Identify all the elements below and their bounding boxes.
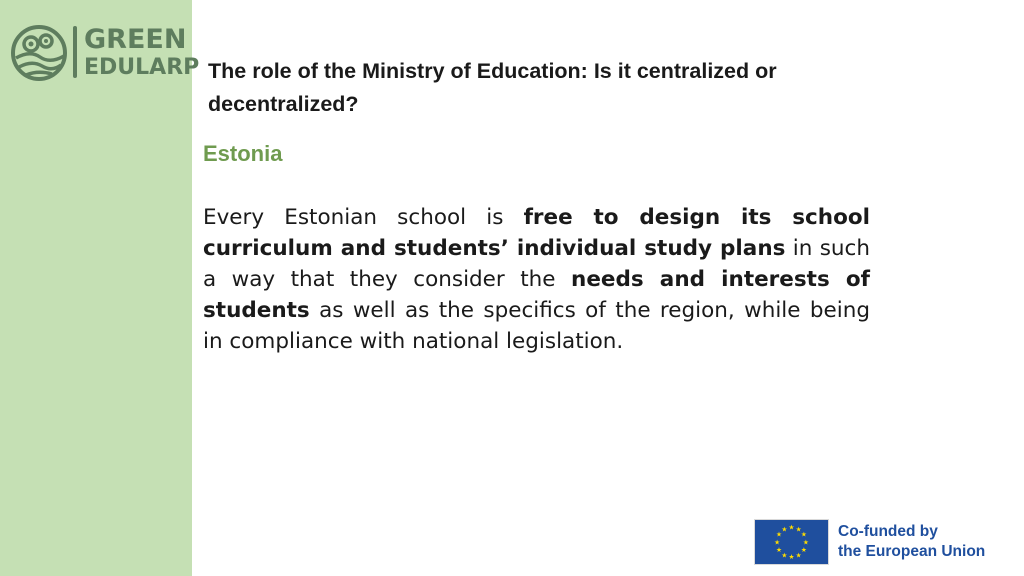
eu-text-line1: Co-funded by (838, 523, 938, 540)
body-bold-2: needs and interests of students (203, 267, 870, 323)
svg-text:★: ★ (774, 538, 781, 547)
eu-cofunded-badge (754, 519, 1014, 565)
svg-text:★: ★ (795, 551, 802, 560)
svg-text:★: ★ (800, 546, 807, 555)
svg-text:★: ★ (788, 523, 795, 532)
svg-text:★: ★ (802, 538, 809, 547)
logo-globe-icon (10, 24, 68, 82)
green-edularp-logo (10, 22, 200, 84)
country-heading: Estonia (203, 141, 283, 166)
svg-text:★: ★ (776, 530, 783, 539)
eu-cofunded-text (838, 522, 985, 562)
body-paragraph (203, 202, 870, 357)
svg-text:★: ★ (795, 525, 802, 534)
svg-text:★: ★ (781, 551, 788, 560)
sidebar-panel (0, 0, 192, 576)
logo-divider (73, 26, 77, 78)
svg-text:★: ★ (776, 546, 783, 555)
svg-text:★: ★ (788, 553, 795, 562)
svg-text:★: ★ (800, 530, 807, 539)
slide-title: The role of the Ministry of Education: Is it centralized or decentralized? (208, 59, 777, 116)
eu-text-line2: the European Union (838, 543, 986, 560)
body-text-2: in such a way that they consider the (203, 236, 870, 292)
body-bold-1: free to design its school curriculum and students’ individual study plans (203, 205, 870, 261)
logo-word-green: GREEN (84, 24, 187, 55)
svg-text:★: ★ (781, 525, 788, 534)
body-text-3: as well as the specifics of the region, while being in compliance with national legislation. (203, 298, 870, 354)
body-text-1: Every Estonian school is (203, 205, 524, 230)
logo-word-edularp: EDULARP (84, 55, 200, 80)
eu-flag-icon (754, 519, 829, 565)
